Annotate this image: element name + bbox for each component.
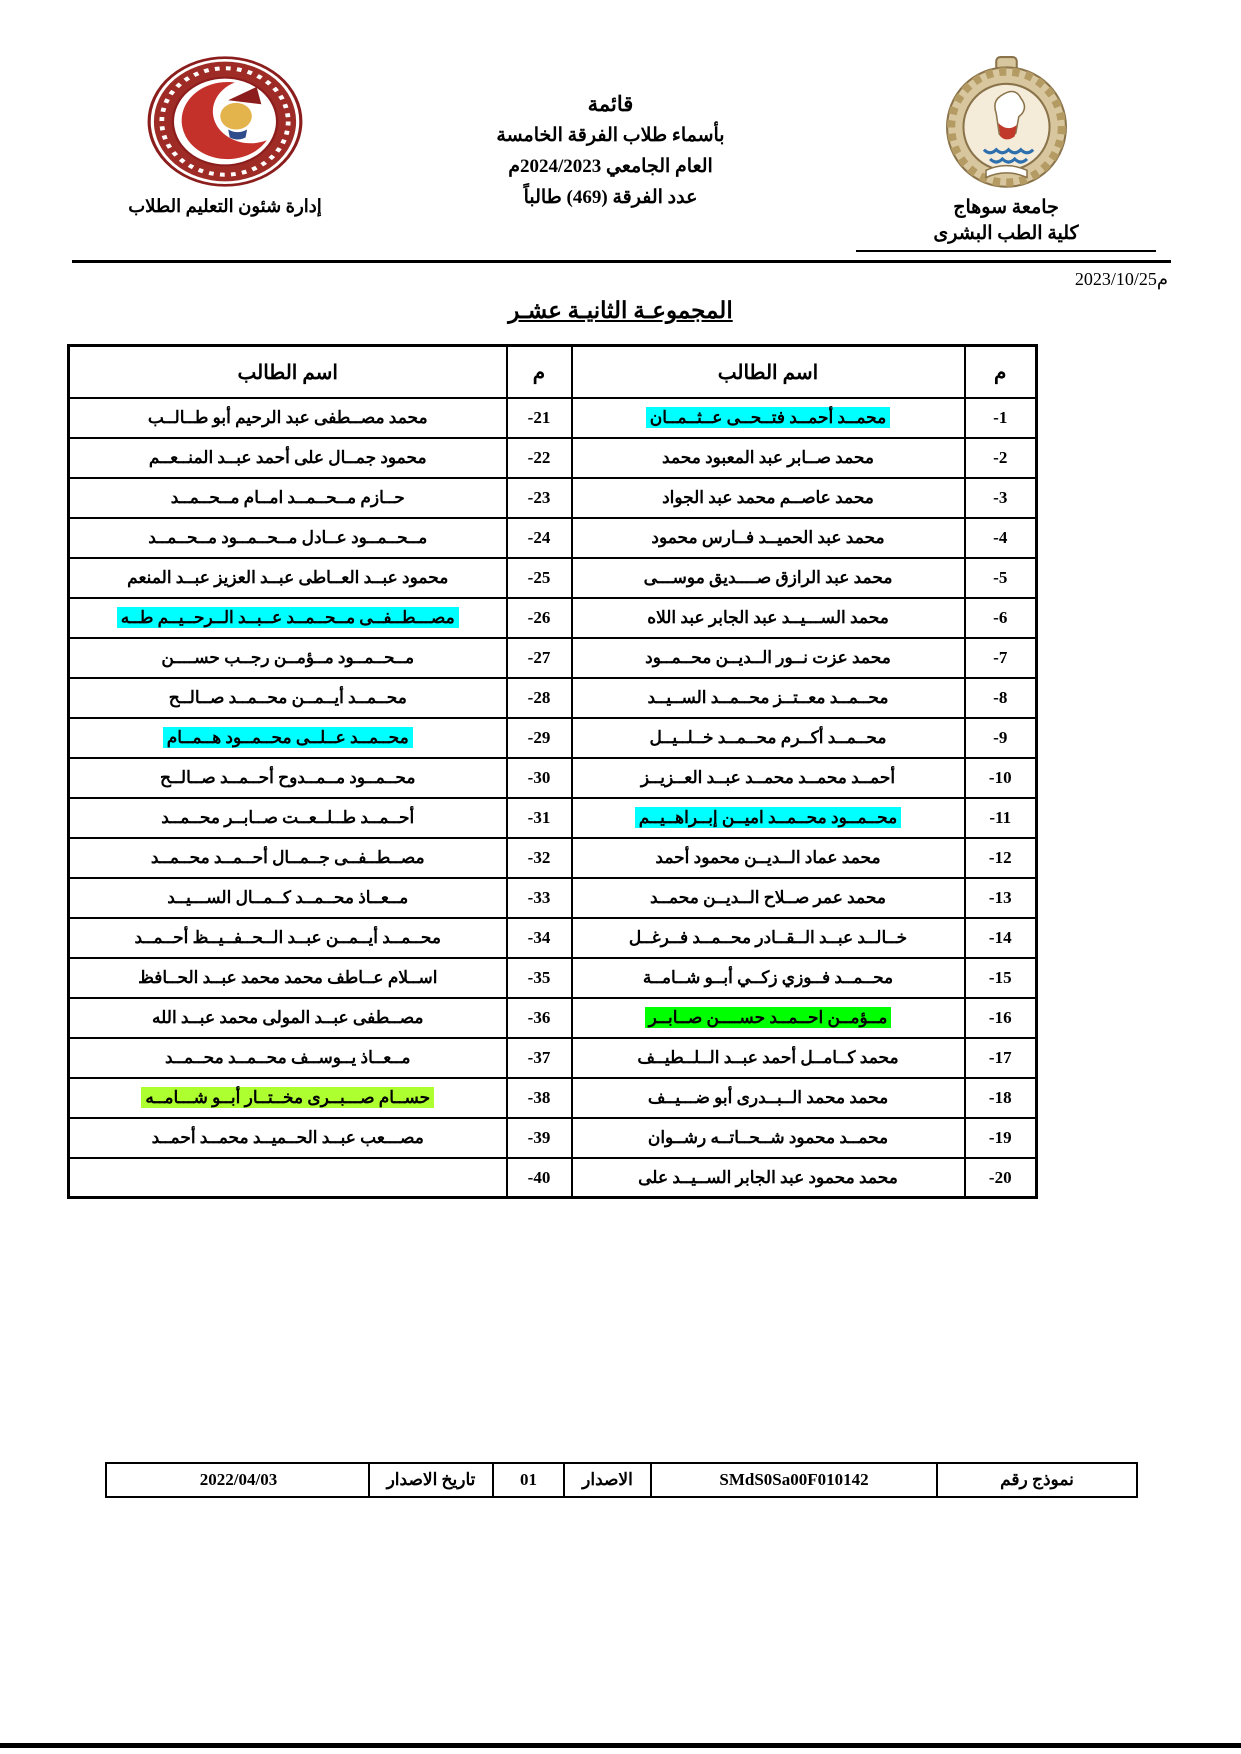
row-number: 4- (993, 527, 1008, 547)
row-number: 6- (993, 607, 1008, 627)
faculty-header-block (70, 55, 380, 217)
table-row (69, 478, 1037, 518)
row-number: 27- (527, 647, 551, 667)
student-name-cell (572, 598, 965, 638)
student-name: محمد الســـيــد عبد الجابر عبد اللاه (647, 607, 889, 627)
list-title-line1: قائمة (587, 92, 634, 116)
student-name-cell (572, 758, 965, 798)
table-row (69, 838, 1037, 878)
row-number: 5- (993, 567, 1008, 587)
column-header-number: م (965, 346, 1037, 398)
student-name-cell (69, 558, 507, 598)
table-row (69, 1078, 1037, 1118)
column-header-student-name: اسم الطالب (69, 346, 507, 398)
row-number-cell (507, 1118, 572, 1158)
student-name-cell (69, 838, 507, 878)
student-name: محمود جمــال على أحمد عبــد المنــعــم (148, 447, 427, 467)
footer-issue-label-cell: الاصدار (564, 1463, 651, 1497)
roster-body (69, 398, 1037, 1198)
student-name: محمد صــابر عبد المعبود محمد (662, 447, 874, 467)
table-row (69, 638, 1037, 678)
student-name-cell (69, 1078, 507, 1118)
footer-issue-date-cell: 2022/04/03 (106, 1463, 369, 1497)
student-name-cell (572, 1038, 965, 1078)
row-number-cell (507, 718, 572, 758)
student-name: حــازم مــحــمــد امــام مــحــمــد (170, 487, 405, 507)
row-number: 26- (527, 607, 551, 627)
student-name: مــعــاذ يــوســف محــمــد محــمــد (164, 1047, 411, 1067)
row-number: 33- (527, 887, 551, 907)
row-number: 38- (527, 1087, 551, 1107)
student-name-cell (572, 1158, 965, 1198)
student-name: اســلام عــاطف محمد محمد عبــد الحــافظ (138, 967, 438, 987)
row-number-cell (965, 718, 1037, 758)
row-number: 29- (527, 727, 551, 747)
row-number-cell (507, 958, 572, 998)
student-name-cell (69, 678, 507, 718)
row-number-cell (507, 438, 572, 478)
student-name: محــمــد أكــرم محــمــد خــلــيــل (649, 727, 887, 747)
student-name-cell (69, 518, 507, 558)
row-number-cell (507, 918, 572, 958)
row-number-cell (965, 398, 1037, 438)
student-name-cell (572, 798, 965, 838)
row-number: 31- (527, 807, 551, 827)
row-number-cell (965, 558, 1037, 598)
student-name: أحــمــد طــلــعــت صــابــر محــمــد (161, 807, 415, 827)
student-name: محمد محمود عبد الجابر الســيــد على (638, 1167, 898, 1187)
student-name-cell (69, 1118, 507, 1158)
student-name: مــحــمــود عــادل مــحــمــود مــحــمــد (148, 527, 428, 547)
row-number: 14- (988, 927, 1012, 947)
row-number-cell (507, 478, 572, 518)
student-name-cell (572, 678, 965, 718)
table-row (69, 1038, 1037, 1078)
row-number: 17- (988, 1047, 1012, 1067)
footer-form-label-cell: نموذج رقم (937, 1463, 1137, 1497)
table-row (69, 518, 1037, 558)
student-name: محمد عزت نــور الــديــن محــمــود (645, 647, 891, 667)
student-name-cell (69, 398, 507, 438)
page-header (0, 0, 1241, 252)
student-name: محمد محمد الــبــدرى أبو ضـــيــف (647, 1087, 889, 1107)
row-number: 30- (527, 767, 551, 787)
student-name-cell (69, 598, 507, 638)
student-name-cell (572, 638, 965, 678)
row-number: 37- (527, 1047, 551, 1067)
department-name: إدارة شئون التعليم الطلاب (128, 196, 322, 216)
row-number-cell (507, 878, 572, 918)
row-number-cell (965, 478, 1037, 518)
student-name-cell (69, 918, 507, 958)
highlighted-student-name: محــمــود محــمــد اميــن إبــراهــيــم (635, 807, 901, 828)
student-name: مصــطفى عبــد المولى محمد عبــد الله (152, 1007, 424, 1027)
academic-year-line: العام الجامعي 2024/2023م (508, 155, 713, 177)
table-row (69, 758, 1037, 798)
student-name: أحمــد محمــد محمــد عبــد العــزيــز (640, 767, 896, 787)
row-number-cell (965, 958, 1037, 998)
student-name-cell (69, 1038, 507, 1078)
row-number-cell (507, 678, 572, 718)
class-count-line: عدد الفرقة (469) طالباً (523, 186, 698, 208)
student-name: محــمــد معــتــز محــمــد الســيــد (647, 687, 889, 707)
row-number: 3- (993, 487, 1008, 507)
student-name-cell (572, 558, 965, 598)
student-name: محمد عماد الــديــن محمود أحمد (655, 847, 881, 867)
table-row (69, 878, 1037, 918)
row-number: 15- (988, 967, 1012, 987)
organization-name (856, 195, 1156, 252)
row-number-cell (965, 518, 1037, 558)
document-date: 2023/10/25م (1074, 269, 1168, 290)
university-emblem-icon (945, 55, 1068, 195)
student-name-cell (69, 1158, 507, 1198)
student-name: محمد عبد الرازق صــــديق موســـى (643, 567, 893, 587)
row-number: 1- (993, 407, 1008, 427)
row-number: 18- (988, 1087, 1012, 1107)
row-number-cell (965, 1118, 1037, 1158)
row-number: 21- (527, 407, 551, 427)
footer-issue-date-label-cell: تاريخ الاصدار (369, 1463, 493, 1497)
list-title-block (496, 55, 724, 219)
roster-header-row (69, 346, 1037, 398)
column-header-number: م (507, 346, 572, 398)
row-number-cell (965, 598, 1037, 638)
table-row (69, 558, 1037, 598)
row-number-cell (507, 1078, 572, 1118)
table-row (69, 678, 1037, 718)
row-number-cell (507, 998, 572, 1038)
student-name (284, 1167, 292, 1188)
student-name: مــعــاذ محــمــد كــمــال الســـيــد (167, 887, 409, 907)
student-name-cell (572, 878, 965, 918)
row-number-cell (965, 838, 1037, 878)
row-number: 36- (527, 1007, 551, 1027)
table-row (69, 438, 1037, 478)
row-number: 20- (988, 1167, 1012, 1187)
student-name: محــمــود مــمــدوح أحــمــد صــالــح (160, 767, 416, 787)
student-name: محمد كــامــل أحمد عبــد الــلــطيــف (637, 1047, 899, 1067)
row-number-cell (507, 558, 572, 598)
table-row (69, 398, 1037, 438)
student-name: محمد عبد الحميــد فــارس محمود (651, 527, 885, 547)
faculty-seal-icon (146, 55, 304, 188)
student-name-cell (69, 638, 507, 678)
student-name-cell (572, 998, 965, 1038)
row-number: 16- (988, 1007, 1012, 1027)
footer-issue-number-cell: 01 (493, 1463, 564, 1497)
student-name-cell (572, 518, 965, 558)
university-name: جامعة سوهاج (953, 197, 1059, 218)
university-header-block (841, 55, 1171, 252)
row-number: 32- (527, 847, 551, 867)
table-row (69, 918, 1037, 958)
table-row (69, 1158, 1037, 1198)
row-number-cell (507, 798, 572, 838)
row-number-cell (965, 998, 1037, 1038)
student-name: محمد عمر صــلاح الــديــن محمــد (650, 887, 886, 907)
highlighted-student-name: مــؤمــن احــمــد حســــن صــابــر (645, 1007, 892, 1028)
faculty-name: كلية الطب البشرى (933, 222, 1079, 244)
student-name-cell (69, 478, 507, 518)
row-number-cell (507, 638, 572, 678)
row-number-cell (507, 1038, 572, 1078)
row-number: 28- (527, 687, 551, 707)
highlighted-student-name: محــمــد عــلــى محــمــود هــمــام (163, 727, 413, 748)
highlighted-student-name: محمــد أحمــد فتــحــى عــثــمــان (646, 407, 890, 428)
student-name: محــمــد فــوزي زكــي أبــو شــامــة (642, 967, 894, 987)
row-number: 40- (527, 1167, 551, 1187)
row-number-cell (507, 598, 572, 638)
student-name-cell (69, 798, 507, 838)
row-number: 22- (527, 447, 551, 467)
student-name-cell (572, 1118, 965, 1158)
student-name-cell (69, 438, 507, 478)
row-number-cell (965, 758, 1037, 798)
student-name-cell (69, 758, 507, 798)
page-bottom-edge (0, 1743, 1241, 1748)
row-number: 9- (993, 727, 1008, 747)
row-number: 39- (527, 1127, 551, 1147)
student-name-cell (572, 1078, 965, 1118)
row-number: 23- (527, 487, 551, 507)
student-name-cell (572, 958, 965, 998)
student-name-cell (69, 878, 507, 918)
row-number-cell (965, 1038, 1037, 1078)
student-name-cell (572, 398, 965, 438)
row-number: 12- (988, 847, 1012, 867)
student-name: محــمــد أيــمــن عبــد الــحــفــيــظ أحــمــد (134, 927, 442, 947)
student-name: محمد مصــطفى عبد الرحيم أبو طــالــب (147, 407, 428, 427)
row-number: 11- (989, 807, 1012, 827)
student-name: مصــطــفــى جــمــال أحــمــد محــمــد (150, 847, 425, 867)
highlighted-student-name: مصـــطــفــى مــحــمــد عــبــد الــرحــيــم طــه (117, 607, 459, 628)
table-row (69, 798, 1037, 838)
column-header-student-name: اسم الطالب (572, 346, 965, 398)
table-row (69, 718, 1037, 758)
group-title: المجموعـة الثانيـة عشـر (508, 298, 733, 324)
row-number-cell (965, 1158, 1037, 1198)
row-number-cell (965, 798, 1037, 838)
row-number-cell (507, 1158, 572, 1198)
document-control-footer (105, 1462, 1138, 1498)
row-number-cell (965, 918, 1037, 958)
student-name: محمــد محمود شــحــاتــه رشــوان (647, 1127, 889, 1147)
row-number: 25- (527, 567, 551, 587)
row-number: 2- (993, 447, 1008, 467)
row-number: 7- (993, 647, 1008, 667)
student-name: مــحــمــود مــؤمــن رجــب حســــن (161, 647, 415, 667)
student-name-cell (69, 998, 507, 1038)
row-number-cell (507, 398, 572, 438)
student-name: خــالــد عبــد الــقــادر محــمــد فــرغــل (628, 927, 908, 947)
table-row (69, 958, 1037, 998)
student-name-cell (572, 438, 965, 478)
footer-row (106, 1463, 1137, 1497)
list-title-line2: بأسماء طلاب الفرقة الخامسة (496, 125, 725, 147)
row-number-cell (507, 758, 572, 798)
student-name-cell (572, 838, 965, 878)
student-name: محــمــد أيــمــن محــمــد صــالــح (168, 687, 407, 707)
student-name-cell (572, 478, 965, 518)
row-number-cell (965, 678, 1037, 718)
student-name: محمود عبــد العــاطى عبــد العزيز عبــد المنعم (127, 567, 449, 587)
table-row (69, 1118, 1037, 1158)
footer-form-number-cell: SMdS0Sa00F010142 (651, 1463, 937, 1497)
student-roster-table (67, 344, 1038, 1199)
row-number-cell (965, 438, 1037, 478)
row-number-cell (965, 1078, 1037, 1118)
row-number-cell (507, 518, 572, 558)
table-row (69, 998, 1037, 1038)
student-name-cell (572, 718, 965, 758)
student-name-cell (69, 718, 507, 758)
row-number-cell (507, 838, 572, 878)
row-number: 10- (988, 767, 1012, 787)
row-number: 13- (988, 887, 1012, 907)
table-row (69, 598, 1037, 638)
row-number-cell (965, 638, 1037, 678)
row-number: 24- (527, 527, 551, 547)
student-name-cell (69, 958, 507, 998)
row-number: 35- (527, 967, 551, 987)
row-number-cell (965, 878, 1037, 918)
row-number: 8- (993, 687, 1008, 707)
student-name: مصـــعب عبــد الحــميــد محمــد أحمــد (151, 1127, 424, 1147)
student-name-cell (572, 918, 965, 958)
highlighted-student-name: حســام صـــبــرى مخــتــار أبــو شـــامــه (141, 1087, 434, 1108)
row-number: 34- (527, 927, 551, 947)
row-number: 19- (988, 1127, 1012, 1147)
student-name: محمد عاصــم محمد عبد الجواد (662, 487, 874, 507)
